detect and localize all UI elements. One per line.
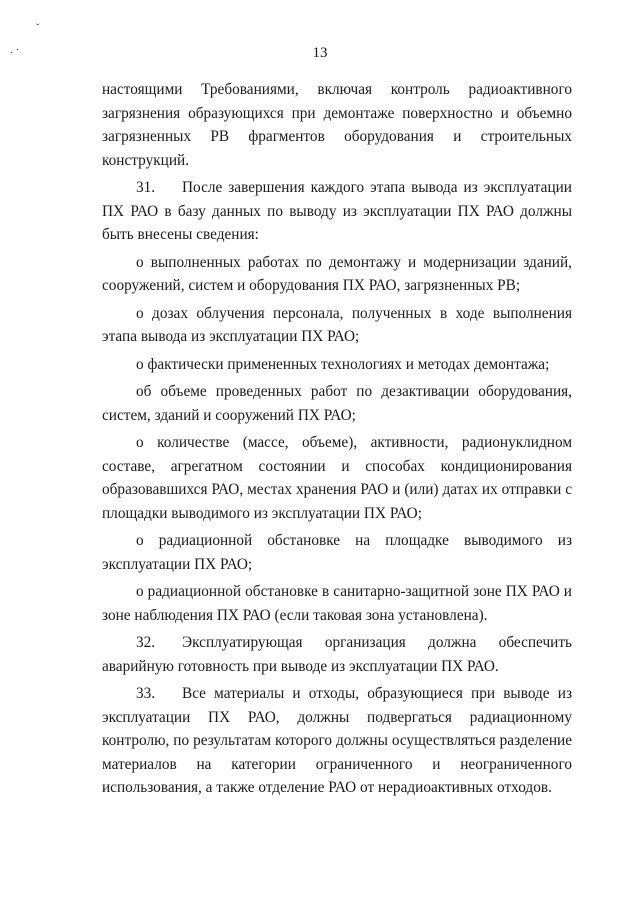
list-item xyxy=(102,353,572,377)
page-number: 13 xyxy=(312,45,328,61)
paragraph-text: о фактически примененных технологиях и методах демонтажа; xyxy=(136,355,550,373)
list-item xyxy=(102,302,572,349)
list-item xyxy=(102,431,572,525)
clause-32 xyxy=(102,631,572,678)
paragraph-text: о радиационной обстановке на площадке выводимого из эксплуатации ПХ РАО; xyxy=(102,532,572,573)
clause-33 xyxy=(102,682,572,800)
clause-number: 32. xyxy=(136,634,156,651)
paragraph-text: о радиационной обстановке в санитарно-защитной зоне ПХ РАО и зоне наблюдения ПХ РАО (если таковая зона установлена). xyxy=(102,583,572,624)
document-body xyxy=(102,78,572,804)
clause-number: 33. xyxy=(136,685,156,702)
list-item xyxy=(102,580,572,627)
clause-number: 31. xyxy=(136,179,156,196)
list-item xyxy=(102,529,572,576)
list-item xyxy=(102,380,572,427)
clause-31 xyxy=(102,176,572,247)
paragraph-text: После завершения каждого этапа вывода из эксплуатации ПХ РАО в базу данных по выводу из эксплуатации ПХ РАО должны быть внесены сведения: xyxy=(102,179,572,243)
paragraph-text: Все материалы и отходы, образующиеся при выводе из эксплуатации ПХ РАО, должны подвергаться радиационному контролю, по результатам которого должны осуществляться разделение материалов на категории ограниченного и неограниченного использования, а также отделение РАО от нерадиоактивных отходов. xyxy=(102,685,572,796)
list-item xyxy=(102,251,572,298)
paragraph-text: об объеме проведенных работ по дезактивации оборудования, систем, зданий и сооружений ПХ РАО; xyxy=(102,383,572,424)
paragraph-text: о выполненных работах по демонтажу и модернизации зданий, сооружений, систем и оборудования ПХ РАО, загрязненных РВ; xyxy=(102,253,572,294)
paragraph-text: о дозах облучения персонала, полученных в ходе выполнения этапа вывода из эксплуатации ПХ РАО; xyxy=(102,304,572,345)
paragraph-text: Эксплуатирующая организация должна обеспечить аварийную готовность при выводе из эксплуатации ПХ РАО. xyxy=(102,634,572,675)
paragraph-continuation xyxy=(102,78,572,172)
scan-speck: ˇ xyxy=(36,22,40,34)
paragraph-text: настоящими Требованиями, включая контроль радиоактивного загрязнения образующихся при демонтаже поверхностно и объемно загрязненных РВ фрагментов оборудования и строительных конструкций. xyxy=(102,81,572,169)
scan-speck: . · xyxy=(10,44,20,56)
paragraph-text: о количестве (массе, объеме), активности, радионуклидном составе, агрегатном состоянии и способах кондиционирования образовавшихся РАО, местах хранения РАО и (или) датах их отправки с площадки выводимого из эксплуатации ПХ РАО; xyxy=(102,434,572,522)
